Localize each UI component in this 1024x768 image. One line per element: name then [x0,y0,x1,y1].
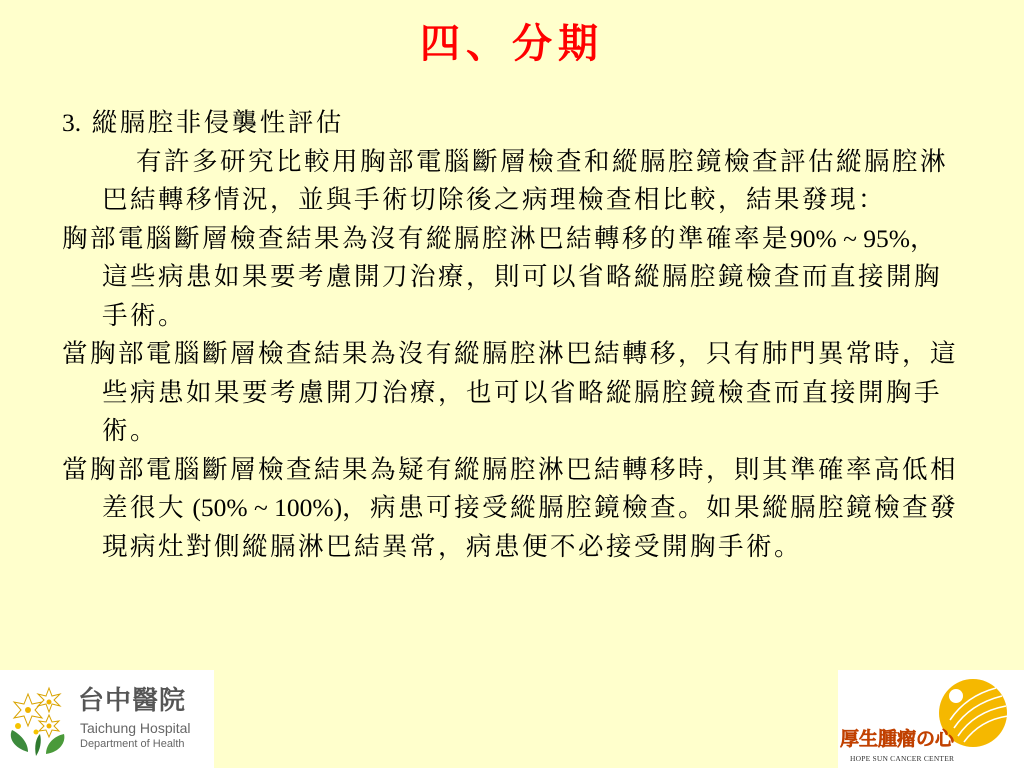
finding-1 [62,220,962,336]
cancer-center-logo [838,670,1024,768]
intro-text: 有許多研究比較用胸部電腦斷層檢查和縱膈腔鏡檢查評估縱膈腔淋巴結轉移情況，並與手術切除後之病理檢查相比較，結果發現： [102,146,949,215]
slide-title: 四、分期 [420,20,604,67]
center-name-en: HOPE SUN CANCER CENTER [850,754,955,763]
finding-3-before: 當胸部電腦斷層檢查結果為疑有縱膈腔淋巴結轉移時，則其準確率高低相差很大 [62,454,959,523]
hospital-name-en: Taichung Hospital [80,720,191,736]
taichung-hospital-logo [0,670,214,768]
finding-3-range: (50% ~ 100%) [186,493,343,522]
intro-paragraph [62,143,962,220]
flower-emblem-icon [6,682,70,758]
finding-3 [62,451,962,567]
finding-3-after: ，病患可接受縱膈腔鏡檢查。如果縱膈腔鏡檢查發現病灶對側縱膈淋巴結異常，病患便不必接受開胸手術。 [102,493,959,562]
center-name-zh: 厚生腫瘤の心 [840,728,955,750]
finding-1-after: ，這些病患如果要考慮開刀治療，則可以省略縱膈腔鏡檢查而直接開胸手術。 [102,223,943,331]
slide-body [62,104,962,566]
hospital-name-zh: 台中醫院 [78,686,187,716]
finding-1-before: 胸部電腦斷層檢查結果為沒有縱膈腔淋巴結轉移的準確率是 [62,223,791,254]
section-heading [62,104,962,143]
finding-1-range: 90% ~ 95% [790,223,911,253]
section-number: 3. [62,108,82,137]
section-heading-text: 縱膈腔非侵襲性評估 [91,108,344,138]
finding-2: 當胸部電腦斷層檢查結果為沒有縱膈腔淋巴結轉移，只有肺門異常時，這些病患如果要考慮開刀治療，也可以省略縱膈腔鏡檢查而直接開胸手術。 [62,339,959,446]
hospital-department: Department of Health [80,738,185,750]
